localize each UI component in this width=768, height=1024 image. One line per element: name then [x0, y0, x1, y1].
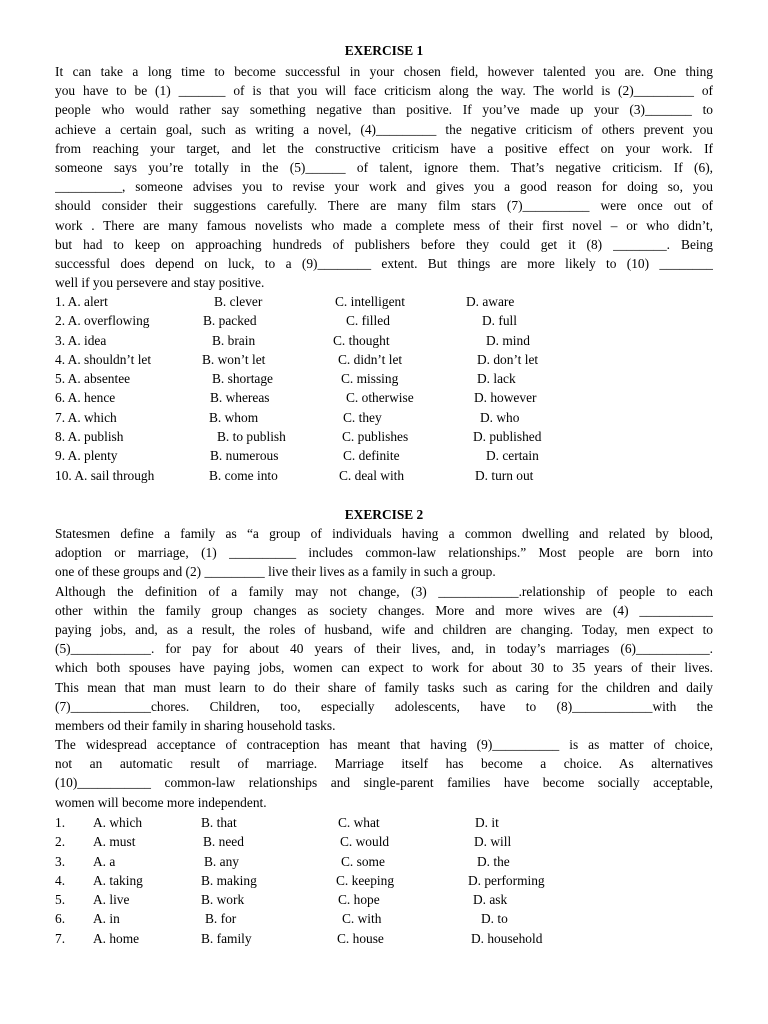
- passage-line: Although the definition of a family may not change, (3) ____________.relationship of people to each: [55, 583, 713, 599]
- option-row: [55, 929, 715, 948]
- option-d: D. published: [473, 429, 542, 445]
- passage-line: other within the family group changes as society changes. More and more wives are (4) ___________: [55, 602, 713, 618]
- option-c: C. with: [342, 911, 382, 927]
- option-a: A. must: [93, 834, 136, 850]
- option-a: 1. A. alert: [55, 294, 108, 309]
- option-d: D. performing: [468, 872, 545, 888]
- option-d: D. mind: [486, 332, 530, 348]
- option-c: C. definite: [343, 448, 400, 464]
- option-b: B. shortage: [212, 371, 273, 387]
- option-row: [55, 832, 715, 851]
- option-b: B. packed: [203, 313, 257, 329]
- option-d: D. don’t let: [477, 351, 539, 367]
- option-number: 7.: [55, 930, 66, 946]
- option-row: [55, 427, 715, 446]
- option-number: 1.: [55, 815, 66, 830]
- passage-line: adoption or marriage, (1) __________ includes common-law relationships.” Most people are born into: [55, 545, 713, 561]
- option-d: D. full: [482, 313, 517, 329]
- option-b: B. come into: [209, 467, 278, 483]
- option-d: D. it: [475, 815, 499, 830]
- option-b: B. clever: [214, 294, 263, 309]
- option-a: A. home: [93, 930, 140, 946]
- option-row: [55, 331, 715, 350]
- option-b: B. any: [204, 853, 239, 869]
- option-a: A. in: [93, 911, 120, 927]
- option-a: 9. A. plenty: [55, 448, 118, 464]
- option-b: B. numerous: [210, 448, 279, 464]
- option-d: D. ask: [473, 892, 508, 908]
- passage-line: This mean that man must learn to do their share of family tasks such as caring for the children and daily: [55, 679, 713, 695]
- option-b: B. work: [201, 892, 245, 908]
- passage-line: (7)____________chores. Children, too, especially adolescents, have to (8)____________with the: [55, 698, 713, 714]
- option-a: 4. A. shouldn’t let: [55, 351, 152, 367]
- option-b: B. need: [203, 834, 244, 850]
- option-row: [55, 388, 715, 407]
- passage-line: should consider their suggestions carefully. There are many film stars (7)__________ were once out of: [55, 198, 713, 214]
- option-b: B. to publish: [217, 429, 286, 445]
- option-c: C. intelligent: [335, 294, 405, 309]
- exercise-2-passage: [55, 524, 713, 812]
- option-c: C. publishes: [342, 429, 409, 445]
- option-a: 8. A. publish: [55, 429, 124, 445]
- option-d: D. turn out: [475, 467, 534, 483]
- passage-line: you have to be (1) _______ of is that you will face criticism along the way. The world is (2)_________ of: [55, 83, 713, 99]
- option-c: C. they: [343, 409, 382, 425]
- option-row: [55, 446, 715, 465]
- option-a: 10. A. sail through: [55, 467, 155, 483]
- option-number: 5.: [55, 892, 66, 908]
- option-b: B. that: [201, 815, 237, 830]
- passage-line: people who would rather say something negative than positive. If you’ve made up your (3)_______ to: [55, 102, 713, 118]
- exercise-1-title: EXERCISE 1: [344, 43, 424, 58]
- option-a: 3. A. idea: [55, 332, 107, 348]
- option-row: [55, 813, 715, 832]
- option-row: [55, 852, 715, 871]
- option-d: D. certain: [486, 448, 539, 464]
- exercise-1-options: [55, 292, 715, 485]
- exercise-2-title: EXERCISE 2: [344, 507, 424, 522]
- option-c: C. some: [341, 853, 385, 869]
- option-number: 4.: [55, 872, 66, 888]
- option-a: 6. A. hence: [55, 390, 116, 406]
- option-d: D. however: [474, 390, 537, 406]
- option-a: 5. A. absentee: [55, 371, 131, 387]
- option-b: B. for: [205, 911, 237, 927]
- passage-line: work . There are many famous novelists who made a complete mess of their first novel – or who didn’t,: [55, 217, 713, 233]
- option-c: C. house: [337, 930, 384, 946]
- passage-line: __________, someone advises you to revise your work and gives you a good reason for doing so, you: [55, 179, 713, 195]
- option-d: D. household: [471, 930, 543, 946]
- passage-line: from reaching your target, and let the constructive criticism have a positive effect on your work. If: [55, 140, 713, 156]
- option-row: [55, 466, 715, 485]
- option-c: C. didn’t let: [338, 351, 403, 367]
- option-d: D. will: [474, 834, 512, 850]
- passage-line: (10)___________ common-law relationships and single-parent families have become socially acceptable,: [55, 775, 713, 791]
- passage-line: members od their family in sharing household tasks.: [55, 717, 336, 733]
- exercise-1-passage: [55, 62, 713, 292]
- option-c: C. filled: [346, 313, 390, 329]
- passage-line: It can take a long time to become successful in your chosen field, however talented you are. One thing: [55, 64, 713, 79]
- passage-line: one of these groups and (2) _________ live their lives as a family in such a group.: [55, 564, 496, 580]
- option-row: [55, 871, 715, 890]
- option-row: [55, 909, 715, 928]
- passage-line: The widespread acceptance of contraception has meant that having (9)__________ is as matter of choice,: [55, 737, 713, 753]
- option-row: [55, 350, 715, 369]
- passage-line: well if you persevere and stay positive.: [55, 275, 265, 291]
- option-a: A. live: [93, 892, 130, 908]
- option-d: D. lack: [477, 371, 516, 387]
- option-a: A. taking: [93, 872, 143, 888]
- option-b: B. whereas: [210, 390, 270, 406]
- passage-line: but had to keep on approaching hundreds of publishers before they could get it (8) ________. Being: [55, 236, 713, 252]
- option-c: C. otherwise: [346, 390, 414, 406]
- passage-line: achieve a certain goal, such as writing a novel, (4)_________ the negative criticism of others prevent you: [55, 121, 713, 137]
- passage-line: (5)____________. for pay for about 40 years of their lives, and, in today’s marriages (6)___________.: [55, 641, 713, 657]
- option-c: C. what: [338, 815, 380, 830]
- option-b: B. brain: [212, 332, 256, 348]
- option-c: C. hope: [338, 892, 380, 908]
- option-number: 3.: [55, 853, 66, 869]
- passage-line: successful does depend on luck, to a (9)________ extent. But things are more likely to (10) ________: [55, 255, 713, 271]
- option-a: 2. A. overflowing: [55, 313, 150, 329]
- option-row: [55, 292, 715, 311]
- option-a: A. which: [93, 815, 143, 830]
- passage-line: women will become more independent.: [55, 794, 267, 810]
- option-a: 7. A. which: [55, 409, 117, 425]
- option-c: C. deal with: [339, 467, 405, 483]
- option-number: 2.: [55, 834, 66, 850]
- option-d: D. aware: [466, 294, 515, 309]
- option-d: D. who: [480, 409, 520, 425]
- option-c: C. missing: [341, 371, 399, 387]
- option-row: [55, 311, 715, 330]
- passage-line: not an automatic result of marriage. Marriage itself has become a choice. As alternatives: [55, 756, 713, 772]
- option-c: C. would: [340, 834, 390, 850]
- passage-line: Statesmen define a family as “a group of individuals having a common dwelling and related by blood,: [55, 526, 713, 541]
- option-b: B. making: [201, 872, 257, 888]
- option-d: D. to: [481, 911, 508, 927]
- option-b: B. won’t let: [202, 351, 266, 367]
- option-c: C. thought: [333, 332, 390, 348]
- option-b: B. family: [201, 930, 252, 946]
- option-number: 6.: [55, 911, 66, 927]
- passage-line: paying jobs, and, as a result, the roles of husband, wife and children are changing. Today, men expect to: [55, 621, 713, 637]
- option-d: D. the: [477, 853, 510, 869]
- option-c: C. keeping: [336, 872, 395, 888]
- exercise-2-options: [55, 813, 715, 948]
- option-row: [55, 369, 715, 388]
- passage-line: which both spouses have paying jobs, women can expect to work for about 30 to 35 years of their lives.: [55, 660, 713, 676]
- option-row: [55, 890, 715, 909]
- option-a: A. a: [93, 853, 116, 869]
- option-row: [55, 408, 715, 427]
- passage-line: someone says you’re totally in the (5)______ of talent, ignore them. That’s negative criticism. If (6),: [55, 159, 713, 175]
- option-b: B. whom: [209, 409, 259, 425]
